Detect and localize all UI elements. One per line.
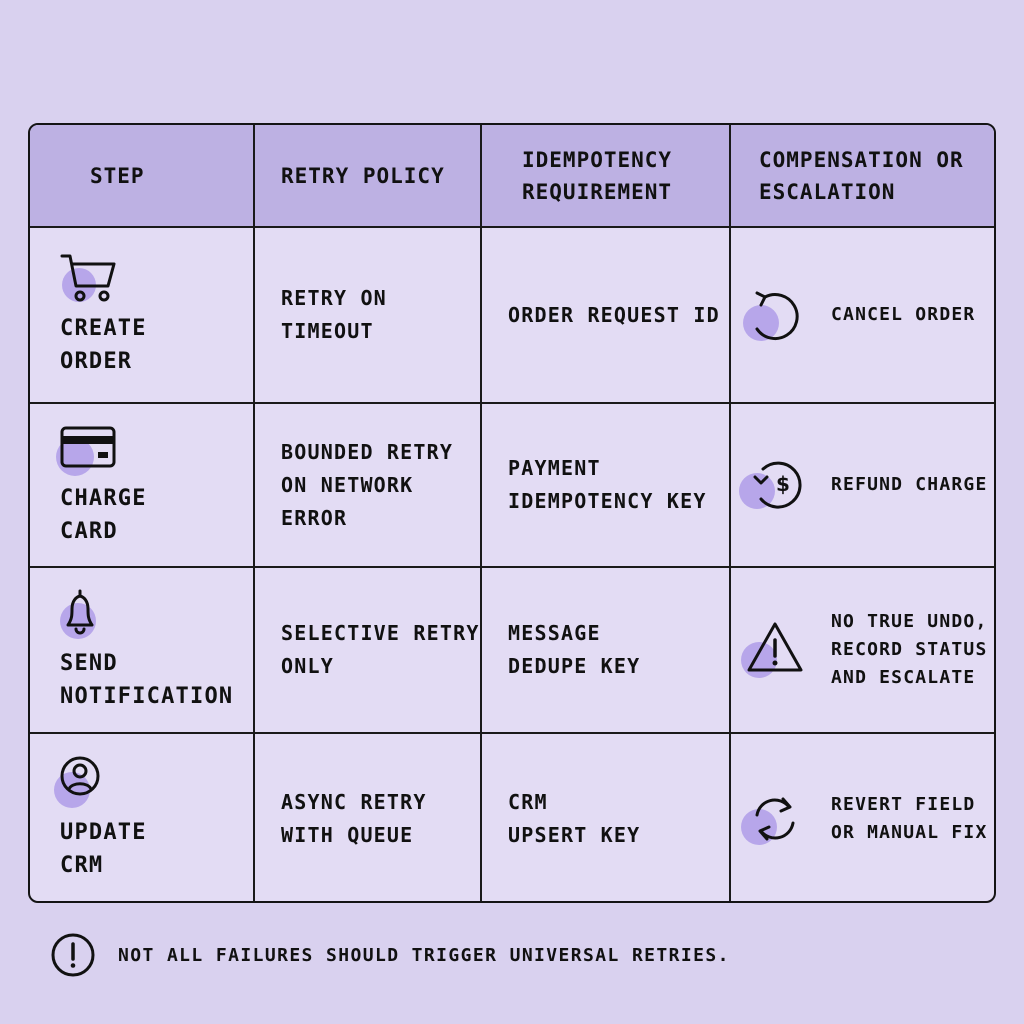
- step-label: CHARGE CARD: [60, 486, 147, 544]
- table-row: [30, 403, 994, 567]
- exclamation-circle-icon: [50, 932, 96, 978]
- shopping-cart-icon: [60, 252, 120, 308]
- warning-triangle-icon: [743, 618, 807, 682]
- table: [30, 125, 994, 903]
- idempotency-text: MESSAGE DEDUPE KEY: [508, 621, 641, 678]
- header-compensation: COMPENSATION OR ESCALATION: [730, 125, 994, 227]
- retry-cell: [254, 733, 481, 903]
- step-cell: [30, 733, 254, 903]
- compensation-text: REFUND CHARGE: [831, 474, 988, 495]
- refund-dollar-icon: [743, 453, 807, 517]
- idempotency-cell: [481, 403, 730, 567]
- bell-icon: [60, 587, 120, 643]
- retry-cell: [254, 403, 481, 567]
- table-row: [30, 733, 994, 903]
- rotate-arrow-icon: [743, 283, 807, 347]
- compensation-cell: [730, 227, 994, 403]
- user-circle-icon: [60, 756, 120, 812]
- credit-card-icon: [60, 422, 120, 478]
- retry-text: BOUNDED RETRY ON NETWORK ERROR: [281, 439, 454, 530]
- compensation-cell: [730, 403, 994, 567]
- compensation-text: REVERT FIELD OR MANUAL FIX: [831, 793, 988, 843]
- idempotency-text: ORDER REQUEST ID: [508, 302, 720, 327]
- table-row: [30, 567, 994, 733]
- footnote-text: NOT ALL FAILURES SHOULD TRIGGER UNIVERSAL RETRIES.: [118, 944, 730, 966]
- idempotency-cell: [481, 567, 730, 733]
- compensation-cell: [730, 567, 994, 733]
- step-label: SEND NOTIFICATION: [60, 651, 234, 709]
- retry-text: ASYNC RETRY WITH QUEUE: [281, 789, 427, 847]
- idempotency-cell: [481, 733, 730, 903]
- footnote: [50, 932, 730, 978]
- idempotency-text: CRM UPSERT KEY: [508, 789, 641, 847]
- step-cell: [30, 403, 254, 567]
- retry-cell: [254, 227, 481, 403]
- idempotency-text: PAYMENT IDEMPOTENCY KEY: [508, 456, 707, 513]
- step-label: CREATE ORDER: [60, 316, 147, 374]
- compensation-cell: [730, 733, 994, 903]
- retry-text: SELECTIVE RETRY ONLY: [281, 621, 480, 678]
- compensation-text: CANCEL ORDER: [831, 304, 976, 325]
- idempotency-cell: [481, 227, 730, 403]
- retry-cell: [254, 567, 481, 733]
- compensation-text: NO TRUE UNDO, RECORD STATUS AND ESCALATE: [831, 611, 988, 688]
- refresh-arrows-icon: [743, 787, 807, 851]
- svg-text:$: $: [776, 472, 792, 496]
- table-row: [30, 227, 994, 403]
- header-row: [30, 125, 994, 227]
- step-label: UPDATE CRM: [60, 819, 147, 878]
- retry-text: RETRY ON TIMEOUT: [281, 286, 387, 343]
- header-retry-policy: RETRY POLICY: [254, 125, 481, 227]
- header-step: STEP: [30, 125, 254, 227]
- header-idempotency: IDEMPOTENCY REQUIREMENT: [481, 125, 730, 227]
- failure-handling-table: [28, 123, 996, 903]
- step-cell: [30, 227, 254, 403]
- step-cell: [30, 567, 254, 733]
